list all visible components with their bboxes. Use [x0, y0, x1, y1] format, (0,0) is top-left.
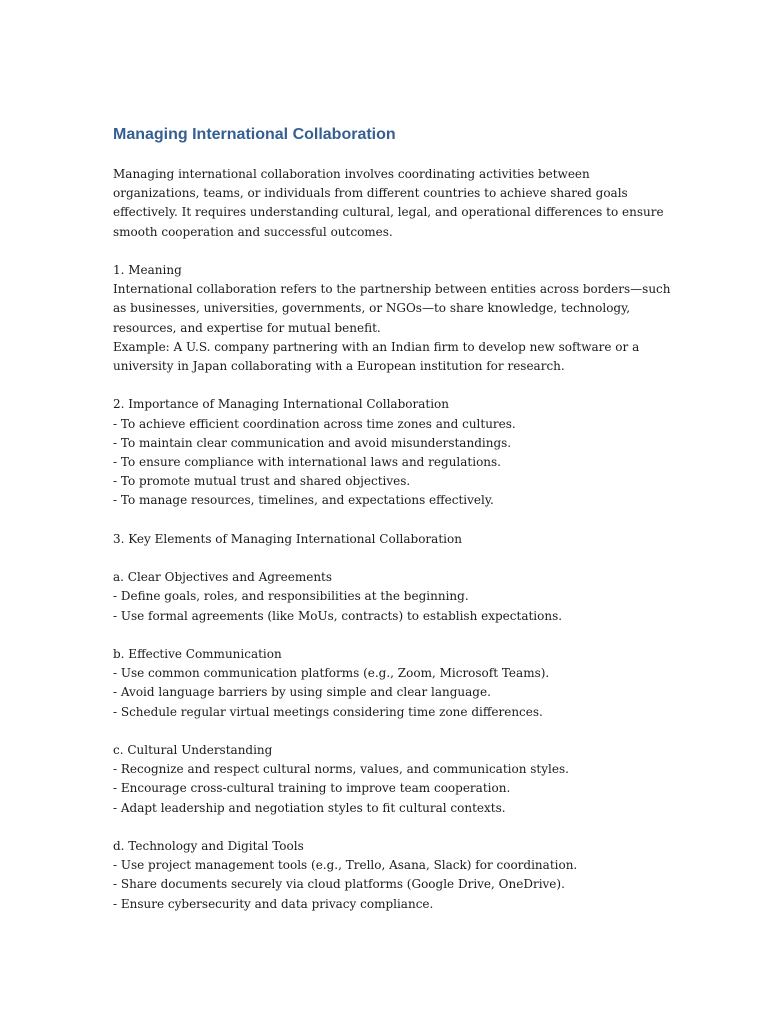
bullet-line: - To ensure compliance with international laws and regulations.	[113, 455, 501, 470]
section-heading: 1. Meaning	[113, 263, 182, 277]
intro-paragraph	[113, 165, 673, 242]
section-importance	[113, 395, 673, 510]
bullet-line: - Use common communication platforms (e.g., Zoom, Microsoft Teams).	[113, 666, 550, 681]
document-title: Managing International Collaboration	[113, 126, 396, 143]
bullet-line: - Share documents securely via cloud platforms (Google Drive, OneDrive).	[113, 877, 565, 892]
bullet-line: - Encourage cross-cultural training to improve team cooperation.	[113, 781, 511, 796]
intro-line: smooth cooperation and successful outcomes.	[113, 224, 393, 239]
section-heading: 2. Importance of Managing International Collaboration	[113, 397, 449, 412]
section-line: International collaboration refers to the partnership between entities across borders—such	[113, 282, 671, 297]
subsection-heading: b. Effective Communication	[113, 647, 282, 661]
intro-line: effectively. It requires understanding cultural, legal, and operational differences to ensure	[113, 205, 664, 220]
intro-line: Managing international collaboration involves coordinating activities between	[113, 167, 590, 181]
bullet-line: - To promote mutual trust and shared objectives.	[113, 474, 411, 489]
bullet-line: - Ensure cybersecurity and data privacy compliance.	[113, 896, 434, 911]
section-meaning	[113, 261, 673, 376]
bullet-line: - Use formal agreements (like MoUs, contracts) to establish expectations.	[113, 608, 563, 623]
document-page	[113, 124, 673, 914]
bullet-line: - Adapt leadership and negotiation styles to fit cultural contexts.	[113, 800, 506, 815]
section-line: resources, and expertise for mutual benefit.	[113, 320, 381, 335]
subsection-objectives	[113, 568, 673, 626]
subsection-communication	[113, 645, 673, 722]
section-line: Example: A U.S. company partnering with an Indian firm to develop new software or a	[113, 339, 640, 354]
section-line: university in Japan collaborating with a European institution for research.	[113, 359, 565, 374]
section-line: as businesses, universities, governments, or NGOs—to share knowledge, technology,	[113, 301, 631, 316]
bullet-line: - Schedule regular virtual meetings considering time zone differences.	[113, 704, 543, 719]
bullet-line: - Avoid language barriers by using simple and clear language.	[113, 685, 491, 700]
intro-line: organizations, teams, or individuals from different countries to achieve shared goals	[113, 186, 628, 201]
bullet-line: - Define goals, roles, and responsibilities at the beginning.	[113, 589, 469, 604]
bullet-line: - Recognize and respect cultural norms, values, and communication styles.	[113, 762, 569, 777]
subsection-heading: c. Cultural Understanding	[113, 743, 273, 757]
subsection-heading: d. Technology and Digital Tools	[113, 839, 304, 853]
subsection-technology	[113, 837, 673, 914]
bullet-line: - To manage resources, timelines, and expectations effectively.	[113, 493, 494, 508]
bullet-line: - To achieve efficient coordination across time zones and cultures.	[113, 416, 516, 431]
subsection-cultural	[113, 741, 673, 818]
section-heading: 3. Key Elements of Managing International Collaboration	[113, 531, 462, 546]
bullet-line: - Use project management tools (e.g., Trello, Asana, Slack) for coordination.	[113, 858, 578, 873]
section-key-elements	[113, 530, 673, 549]
subsection-heading: a. Clear Objectives and Agreements	[113, 570, 333, 585]
bullet-line: - To maintain clear communication and avoid misunderstandings.	[113, 435, 512, 450]
